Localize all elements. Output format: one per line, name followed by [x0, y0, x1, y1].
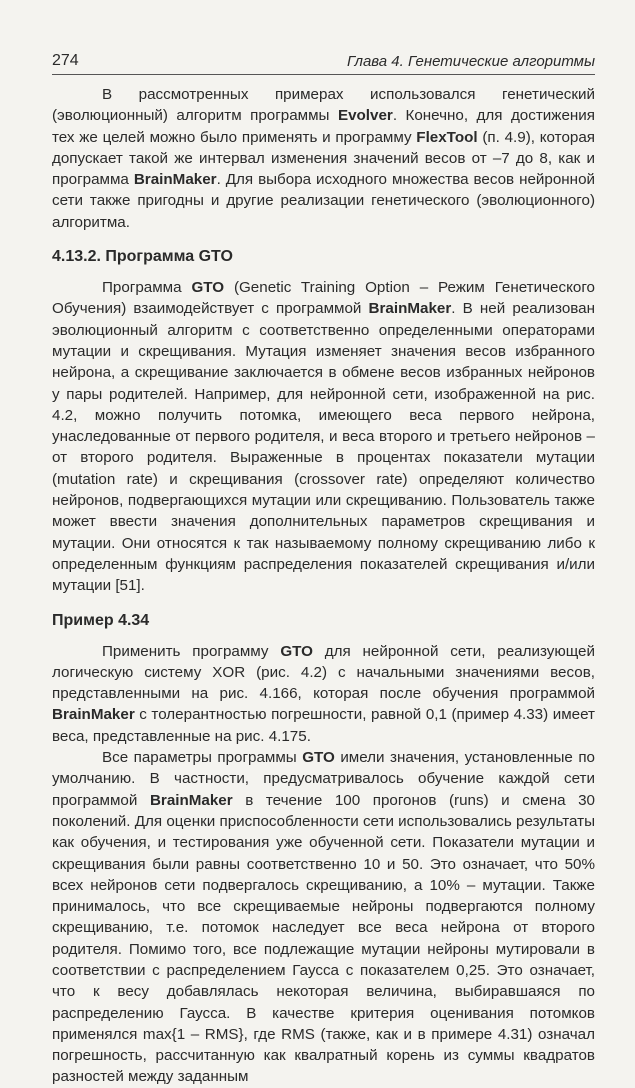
program-name: BrainMaker: [52, 706, 135, 724]
body-text: [52, 84, 595, 1088]
program-name: BrainMaker: [133, 171, 217, 189]
program-name: GTO: [302, 749, 335, 767]
program-name: GTO: [280, 642, 313, 660]
program-name: Evolver: [337, 107, 393, 125]
paragraph-example-task: Применить программу GTO для нейронной сети, реализующей логическую систему XOR (рис. 4.2) с начальными значениями весов, представленными на рис. 4.166, которая после обучения программой BrainMaker с толерантностью погрешности, равной 0,1 (пример 4.33) имеет веса, представленные на рис. 4.175.: [52, 642, 595, 745]
paragraph-gto-description: Программа GTO (Genetic Training Option – Режим Генетического Обучения) взаимодействует с программой BrainMaker. В ней реализован эволюционный алгоритм с соответственно определенными операторами мутации и скрещивания. Мутация изменяет значения весов избранного нейрона, а скрещивание заключается в обмене весов избранных нейронов у пары родителей. Например, для нейронной сети, изображенной на рис. 4.2, можно получить потомка, имеющего веса первого нейрона, унаследованные от первого родителя, и веса второго и третьего нейронов – от второго родителя. Выраженные в процентах показатели мутации (mutation rate) и скрещивания (crossover rate) определяют количество нейронов, подвергающихся мутации или скрещиванию. Пользователь также может ввести значения дополнительных параметров скрещивания и мутации. Они относятся к так называемому полному скрещиванию либо к определенным функциям распределения показателей скрещивания и/или мутации [51].: [52, 279, 595, 595]
program-name: BrainMaker: [149, 791, 233, 809]
paragraph-gto-parameters: Все параметры программы GTO имели значения, установленные по умолчанию. В частности, предусматривалось обучение каждой сети программой BrainMaker в течение 100 прогонов (runs) и смена 30 поколений. Для оценки приспособленности сети использовались результаты как обучения, и тестирования уже обученной сети. Показатели мутации и скрещивания были равны соответственно 10 и 50. Это означает, что 50% всех нейронов сети подвергалось скрещиванию, а 10% – мутации. Также принималось, что все скрещиваемые нейроны подвергаются полному скрещиванию, т.е. потомок наследует все веса нейрона от второго родителя. Помимо того, все подлежащие мутации нейроны мутировали в соответствии с распределением Гаусса с показателем 0,25. Это означает, что к весу добавлялась некоторая величина, выбиравшаяся по распределению Гаусса. В качестве критерия оценивания потомков применялся max{1 – RMS}, где RMS (также, как и в примере 4.31) означал погрешность, рассчитанную как квалратный корень из суммы квадратов разностей между заданным: [52, 749, 595, 1086]
paragraph-evolver: В рассмотренных примерах использовался генетический (эволюционный) алгоритм программы Evolver. Конечно, для достижения тех же целей можно было применять и программу FlexTool (п. 4.9), которая допускает такой же интервал изменения значений весов от –7 до 8, как и программа BrainMaker. Для выбора исходного множества весов нейронной сети также пригодны и другие реализации генетического (эволюционного) алгоритма.: [52, 86, 596, 231]
section-heading: 4.13.2. Программа GTO: [52, 248, 233, 266]
program-name: GTO: [191, 279, 225, 297]
program-name: FlexTool: [416, 128, 478, 146]
running-title: Глава 4. Генетические алгоритмы: [346, 53, 595, 70]
page-header: [52, 50, 595, 75]
page-number: 274: [52, 52, 79, 69]
example-heading: Пример 4.34: [52, 611, 150, 629]
program-name: BrainMaker: [368, 300, 452, 318]
